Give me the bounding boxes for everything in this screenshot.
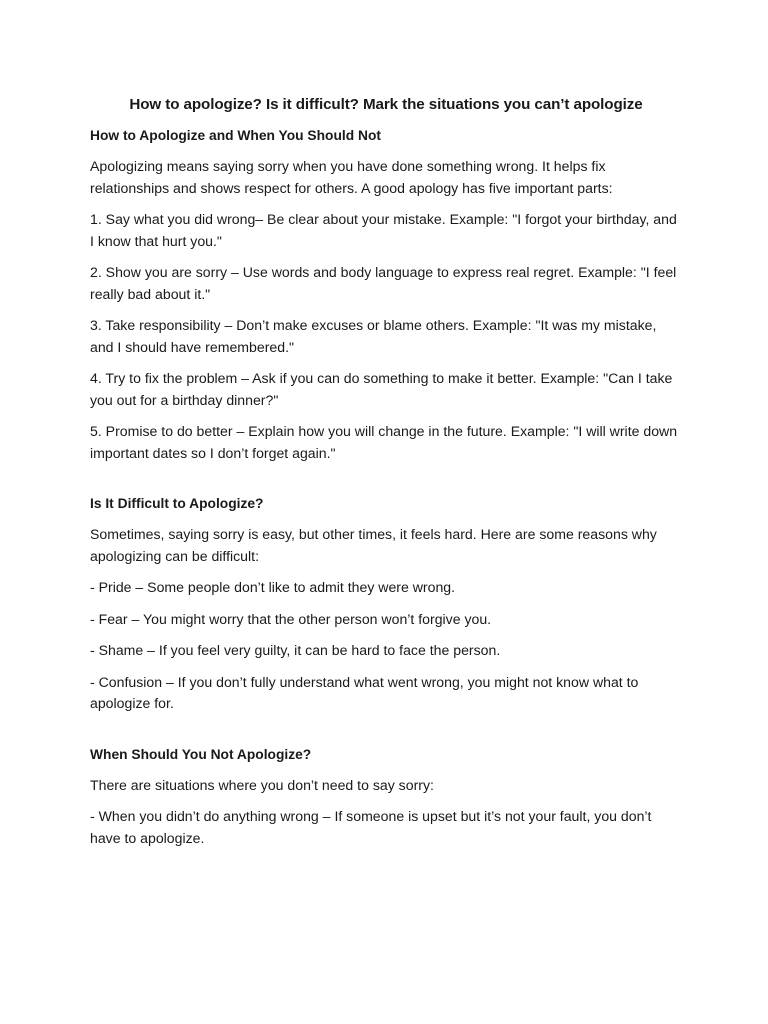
list-item: 1. Say what you did wrong– Be clear about your mistake. Example: "I forgot your birthday, and I know that hurt you.": [90, 211, 677, 249]
paragraph: Sometimes, saying sorry is easy, but other times, it feels hard. Here are some reasons why apologizing can be difficult:: [90, 526, 657, 564]
document-title: How to apologize? Is it difficult? Mark the situations you can’t apologize: [129, 96, 643, 113]
list-item: 4. Try to fix the problem – Ask if you can do something to make it better. Example: "Can I take you out for a birthday dinner?": [90, 370, 673, 408]
section-heading: How to Apologize and When You Should Not: [90, 128, 381, 143]
list-item: - When you didn’t do anything wrong – If someone is upset but it’s not your fault, you don’t have to apologize.: [90, 808, 652, 846]
list-item: - Confusion – If you don’t fully understand what went wrong, you might not know what to apologize for.: [90, 673, 639, 711]
section-when-not-to-apologize: [90, 745, 682, 850]
list-item: 5. Promise to do better – Explain how you will change in the future. Example: "I will write down important dates so I don’t forget again.": [90, 423, 678, 461]
list-item: - Shame – If you feel very guilty, it can be hard to face the person.: [90, 642, 501, 658]
section-heading: Is It Difficult to Apologize?: [90, 496, 264, 511]
list-item: - Pride – Some people don’t like to admit they were wrong.: [90, 579, 456, 595]
section-heading: When Should You Not Apologize?: [90, 746, 312, 762]
section-how-to-apologize: [90, 126, 682, 464]
list-item: - Fear – You might worry that the other person won’t forgive you.: [90, 610, 492, 627]
section-is-it-difficult: [90, 494, 682, 715]
paragraph: Apologizing means saying sorry when you have done something wrong. It helps fix relationships and shows respect for others. A good apology has five important parts:: [90, 158, 613, 196]
paragraph: There are situations where you don’t need to say sorry:: [90, 776, 434, 793]
list-item: 2. Show you are sorry – Use words and body language to express real regret. Example: "I feel really bad about it.": [90, 264, 677, 302]
document-body: [90, 94, 682, 859]
list-item: 3. Take responsibility – Don’t make excuses or blame others. Example: "It was my mistake, and I should have remembered.": [90, 317, 657, 355]
